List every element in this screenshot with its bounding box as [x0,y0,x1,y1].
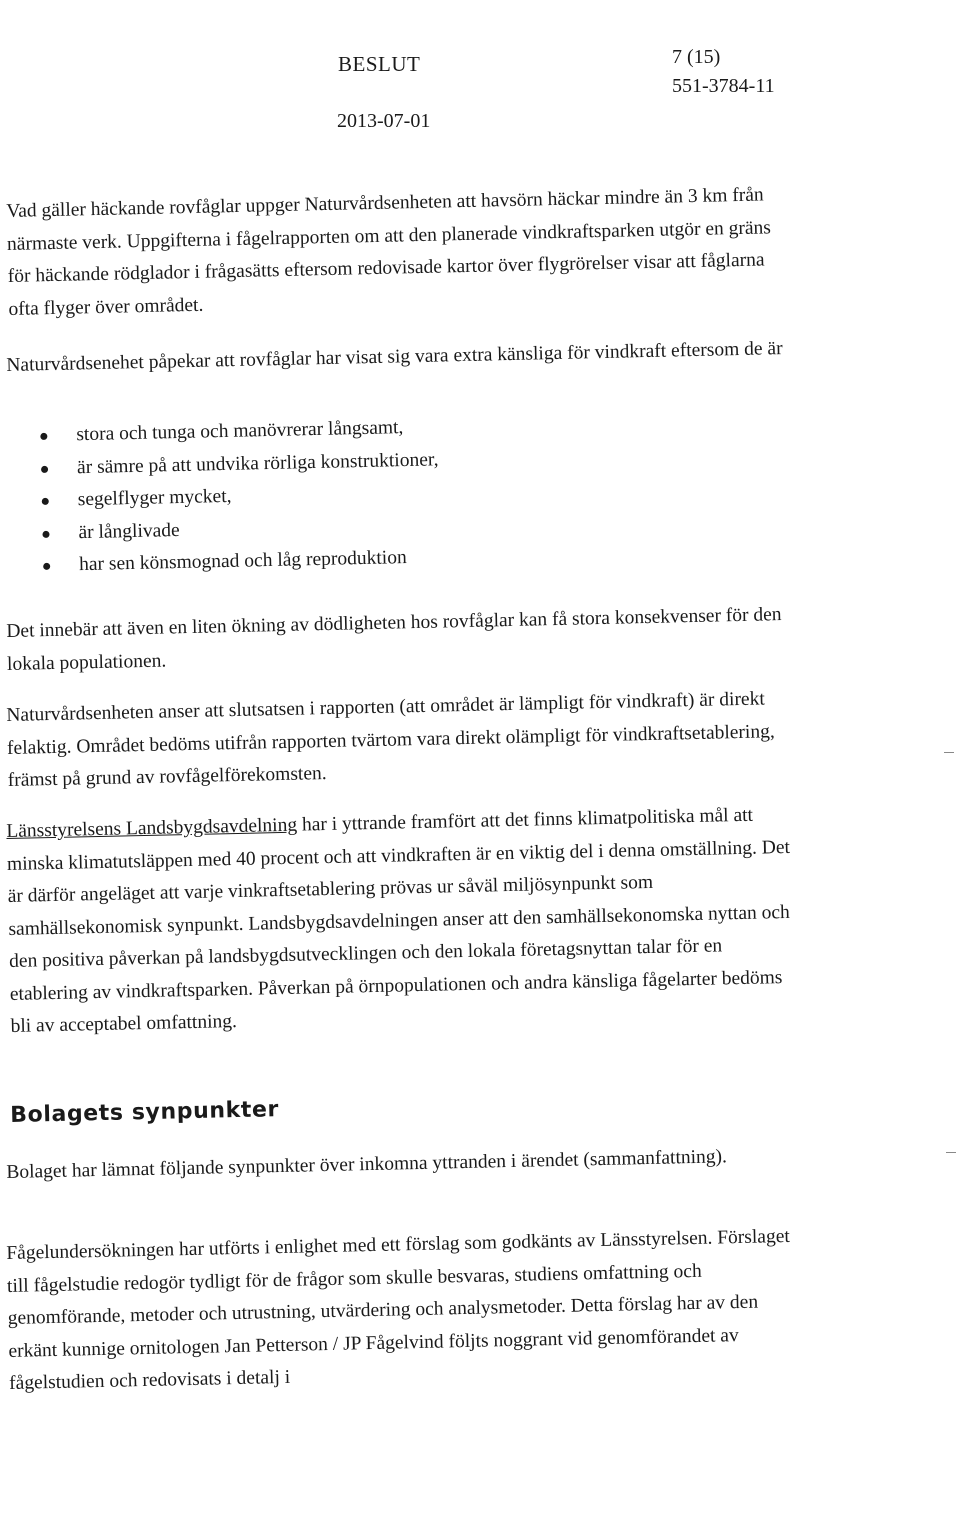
document-date: 2013-07-01 [337,110,431,132]
reference-number: 551-3784-11 [672,75,775,97]
list-item-text: har sen könsmognad och låg reproduktion [78,547,407,576]
list-item-text: stora och tunga och manövrerar långsamt, [76,417,404,446]
margin-mark [946,1152,956,1153]
paragraph-text [6,799,801,1044]
list-item-text: är långlivade [78,519,180,543]
paragraph-sensitivity [6,333,797,383]
paragraph-text: Fågelundersökningen har utförts i enlighet med ett förslag som godkänts av Länsstyrelsen. Förslaget till fågelstudie redogör tydligt för de frågor som skulle besvaras, studiens omfattning och genomförande, metoder och utrustning, utvärdering och analysmetoder. Detta förslag har av den erkänt kunnige ornitologen Jan Petterson / JP Fågelvind följts noggrant vid genomförandet av fågelstudien och redovisats i detalj i [6,1225,791,1394]
paragraph-rural-department [6,799,801,1044]
bullet-icon [43,563,50,570]
paragraph-text: Naturvårdsenheten anser att slutsatsen i rapporten (att området är lämpligt för vindkraft) är direkt felaktig. Området bedöms utifrån rapporten tvärtom vara direkt olämpligt för vindkraftsetablering, främst på grund av rovfågelförekomsten. [6,688,775,791]
list-item-text: segelflyger mycket, [77,485,232,511]
paragraph-body: har i yttrande framfört att det finns klimatpolitiska mål att minska klimatutsläppen med 40 procent och att vindkraften är en viktig del i denna omställning. Det är därför angeläget att varje vinkraftsetablering prövas ur såväl miljösynpunkt som samhällsekonomisk synpunkt. Landsbygdsavdelningen anser att den samhällsekonomska nyttan och den positiva påverkan på landsbygdsutvecklingen och den lokala företagsnyttan talar för en etablering av vindkraftsparken. Påverkan på örnpopulationen och andra känsliga fågelarter bedöms bli av acceptabel omfattning. [6,804,791,1037]
department-name: Länsstyrelsens Landsbygdsavdelning [6,814,298,842]
bullet-list [40,411,441,582]
bullet-icon [41,465,48,472]
paragraph-text: Naturvårdsenehet påpekar att rovfåglar har visat sig vara extra känsliga för vindkraft eftersom de är [6,338,783,376]
paragraph-bird-study [6,1221,799,1401]
list-item-text: är sämre på att undvika rörliga konstruktioner, [76,448,439,478]
bullet-icon [40,433,47,440]
paragraph-text: Det innebär att även en liten ökning av dödligheten hos rovfåglar kan få stora konsekvenser för den lokala populationen. [6,604,782,675]
document-type: BESLUT [338,52,421,76]
section-heading: Bolagets synpunkter [10,1097,280,1128]
bullet-icon [42,498,49,505]
margin-mark [944,752,954,753]
paragraph-company-intro [6,1140,797,1190]
bullet-icon [42,530,49,537]
paragraph-conclusion [6,683,798,798]
paragraph-raptors [6,179,799,326]
paragraph-text: Bolaget har lämnat följande synpunkter över inkomna yttranden i ärendet (sammanfattning). [6,1146,728,1183]
page-number: 7 (15) [672,46,721,68]
paragraph-text: Vad gäller häckande rovfåglar uppger Naturvårdsenheten att havsörn häckar mindre än 3 km från närmaste verk. Uppgifterna i fågelrapporten om att den planerade vindkraftsparken utgör en gräns för häckande rödglador i frågasätts eftersom redovisade kartor över flygrörelser visar att fåglarna ofta flyger över området. [6,184,772,320]
paragraph-mortality [6,599,797,681]
